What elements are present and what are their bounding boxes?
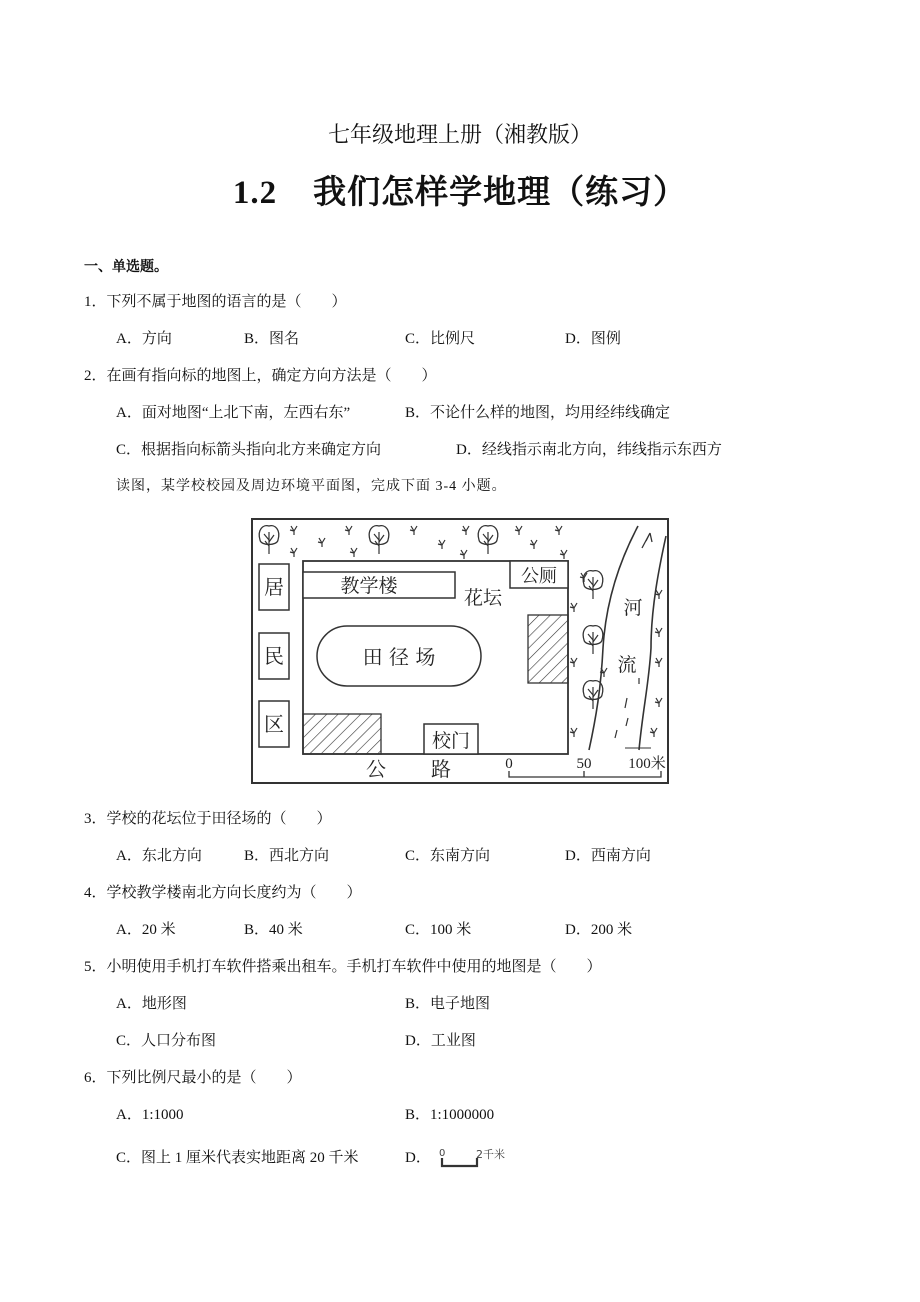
- svg-text:0: 0: [438, 1147, 445, 1159]
- tree-icon: [478, 526, 498, 554]
- question-4-stem: 4．学校教学楼南北方向长度约为（ ）: [84, 885, 362, 901]
- q5-option-a: A．地形图: [116, 996, 187, 1012]
- river: [589, 526, 666, 750]
- gate-label: 校门: [431, 730, 471, 752]
- q3-option-d: D．西南方向: [565, 848, 651, 864]
- svg-text:0: 0: [505, 756, 513, 772]
- residential-label-1: 居: [264, 575, 284, 599]
- tree-icon: [259, 526, 279, 554]
- q1-option-d: D．图例: [565, 331, 621, 347]
- q6-option-d-label: D．: [405, 1150, 431, 1166]
- q6-option-b: B．1:1000000: [405, 1107, 495, 1123]
- q1-option-a: A．方向: [116, 331, 172, 347]
- question-6-stem: 6．下列比例尺最小的是（ ）: [84, 1070, 302, 1086]
- svg-text:2千米: 2千米: [475, 1147, 505, 1161]
- question-3-stem: 3．学校的花坛位于田径场的（ ）: [84, 811, 332, 827]
- road-label-2: 路: [431, 757, 451, 781]
- q6-option-c: C．图上 1 厘米代表实地距离 20 千米: [116, 1150, 359, 1166]
- q4-option-c: C．100 米: [405, 922, 472, 938]
- track-field-label: 田 径 场: [362, 645, 436, 669]
- q2-option-c: C．根据指向标箭头指向北方来确定方向: [116, 442, 382, 458]
- q1-option-c: C．比例尺: [405, 331, 476, 347]
- title-number: 1.2: [232, 175, 278, 211]
- title-text: 我们怎样学地理（练习）: [313, 172, 688, 211]
- question-2-stem: 2．在画有指向标的地图上，确定方向方法是（ ）: [84, 368, 437, 384]
- school-campus-map: [251, 518, 669, 784]
- q6-option-d: [405, 1146, 515, 1171]
- q5-option-b: B．电子地图: [405, 996, 491, 1012]
- question-5-stem: 5．小明使用手机打车软件搭乘出租车。手机打车软件中使用的地图是（ ）: [84, 959, 602, 975]
- q5-option-c: C．人口分布图: [116, 1033, 217, 1049]
- line-scale-icon: [435, 1147, 515, 1171]
- q1-option-b: B．图名: [244, 331, 300, 347]
- residential-label-3: 区: [264, 712, 284, 736]
- q4-option-a: A．20 米: [116, 922, 176, 938]
- q2-option-d: D．经线指示南北方向，纬线指示东西方: [456, 442, 722, 458]
- river-label-2: 流: [617, 654, 637, 676]
- section-heading: 一、单选题。: [84, 259, 168, 275]
- flow-arrow-icon: [642, 533, 652, 548]
- q2-option-a: A．面对地图“上北下南，左西右东”: [116, 405, 351, 421]
- document-title: [0, 166, 920, 213]
- q4-option-d: D．200 米: [565, 922, 633, 938]
- svg-text:100米: 100米: [628, 756, 666, 772]
- map-intro-text: 读图，某学校校园及周边环境平面图，完成下面 3-4 小题。: [116, 479, 507, 494]
- question-1-stem: 1．下列不属于地图的语言的是（ ）: [84, 294, 347, 310]
- toilet-label: 公厕: [521, 566, 557, 587]
- residential-label-2: 民: [264, 644, 284, 668]
- q6-option-a: A．1:1000: [116, 1107, 184, 1123]
- q5-option-d: D．工业图: [405, 1033, 476, 1049]
- q2-option-b: B．不论什么样的地图，均用经纬线确定: [405, 405, 671, 421]
- tree-icon: [583, 626, 603, 654]
- q4-option-b: B．40 米: [244, 922, 303, 938]
- flower-bed-label: 花坛: [463, 587, 503, 609]
- road-label-1: 公: [366, 757, 386, 781]
- map-scale-bar: [505, 755, 666, 777]
- hatched-area-east: [528, 615, 568, 683]
- q3-option-c: C．东南方向: [405, 848, 491, 864]
- teaching-building-label: 教学楼: [340, 575, 398, 597]
- q3-option-a: A．东北方向: [116, 848, 202, 864]
- tree-icon: [369, 526, 389, 554]
- river-label-1: 河: [623, 597, 643, 619]
- svg-text:50: 50: [576, 756, 592, 772]
- q3-option-b: B．西北方向: [244, 848, 330, 864]
- document-subtitle: 七年级地理上册（湘教版）: [327, 122, 592, 147]
- hatched-area-southwest: [303, 714, 381, 754]
